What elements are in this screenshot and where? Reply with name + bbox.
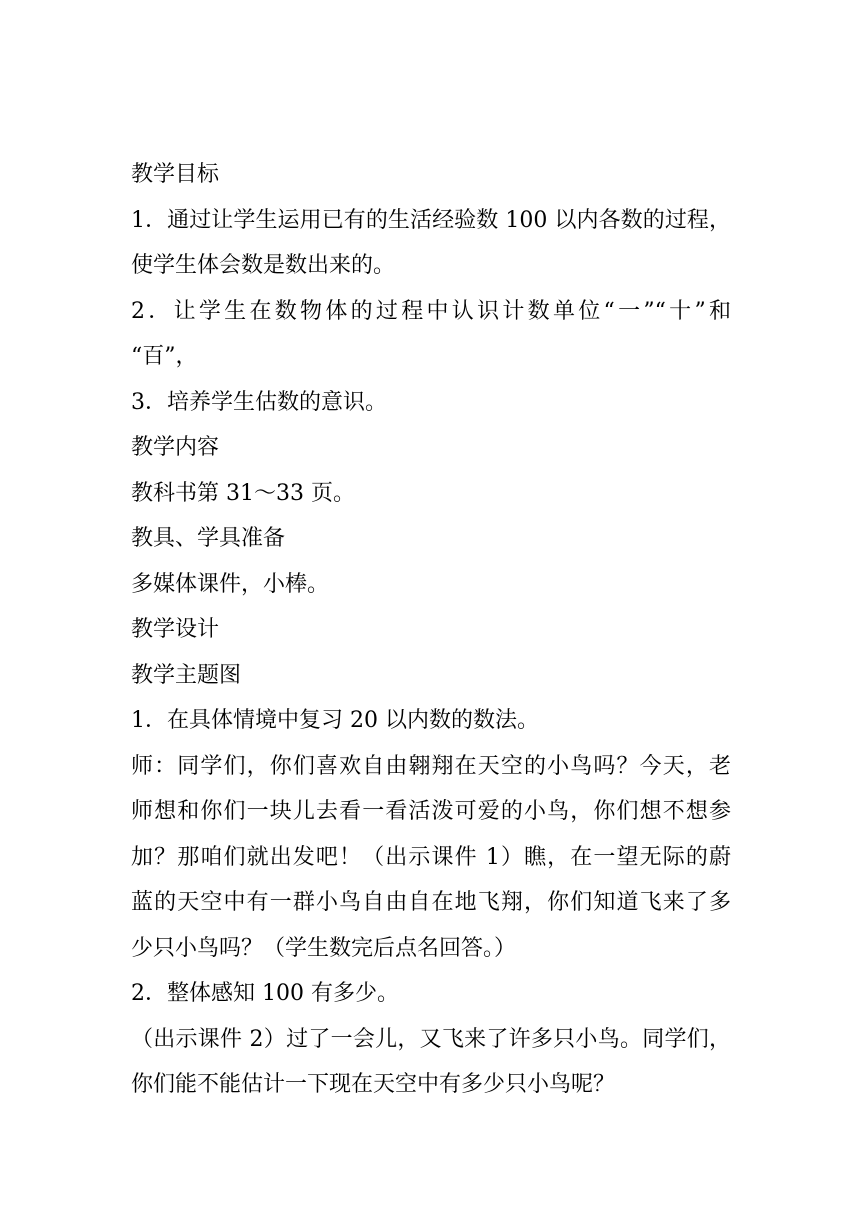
- teacher-paragraph-line-5: 少只小鸟吗？（学生数完后点名回答。）: [131, 935, 517, 961]
- step-2-title: 2．整体感知 100 有多少。: [131, 981, 399, 1006]
- heading-teaching-content: 教学内容: [131, 435, 220, 460]
- step-2-paragraph-line-2: 你们能不能估计一下现在天空中有多少只小鸟呢？: [131, 1072, 616, 1097]
- content-pages: 教科书第 31～33 页。: [131, 480, 355, 506]
- teacher-paragraph-line-2: 师想和你们一块儿去看一看活泼可爱的小鸟，你们想不想参: [131, 799, 731, 824]
- teacher-paragraph-line-3: 加？那咱们就出发吧！（出示课件 1）瞧，在一望无际的蔚: [131, 844, 731, 870]
- step-2-paragraph-line-1: （出示课件 2）过了一会儿，又飞来了许多只小鸟。同学们，: [131, 1026, 731, 1052]
- teacher-paragraph-line-4: 蓝的天空中有一群小鸟自由自在地飞翔，你们知道飞来了多: [131, 890, 731, 915]
- heading-materials: 教具、学具准备: [131, 526, 286, 551]
- materials-list: 多媒体课件，小棒。: [131, 571, 330, 597]
- goal-3: 3．培养学生估数的意识。: [131, 389, 387, 415]
- goal-2-line-1: 2．让学生在数物体的过程中认识计数单位“一”“十”和: [131, 298, 731, 324]
- heading-teaching-design: 教学设计: [131, 617, 220, 642]
- goal-1-line-2: 使学生体会数是数出来的。: [131, 253, 396, 278]
- teacher-paragraph-line-1: 师：同学们，你们喜欢自由翱翔在天空的小鸟吗？今天，老: [131, 753, 731, 779]
- goal-2-line-2: “百”，: [131, 344, 198, 369]
- heading-teaching-goals: 教学目标: [131, 162, 220, 187]
- document-body: [131, 152, 731, 1108]
- heading-theme-image: 教学主题图: [131, 662, 242, 688]
- step-1-title: 1．在具体情境中复习 20 以内数的数法。: [131, 708, 539, 733]
- goal-1-line-1: 1．通过让学生运用已有的生活经验数 100 以内各数的过程，: [131, 207, 731, 233]
